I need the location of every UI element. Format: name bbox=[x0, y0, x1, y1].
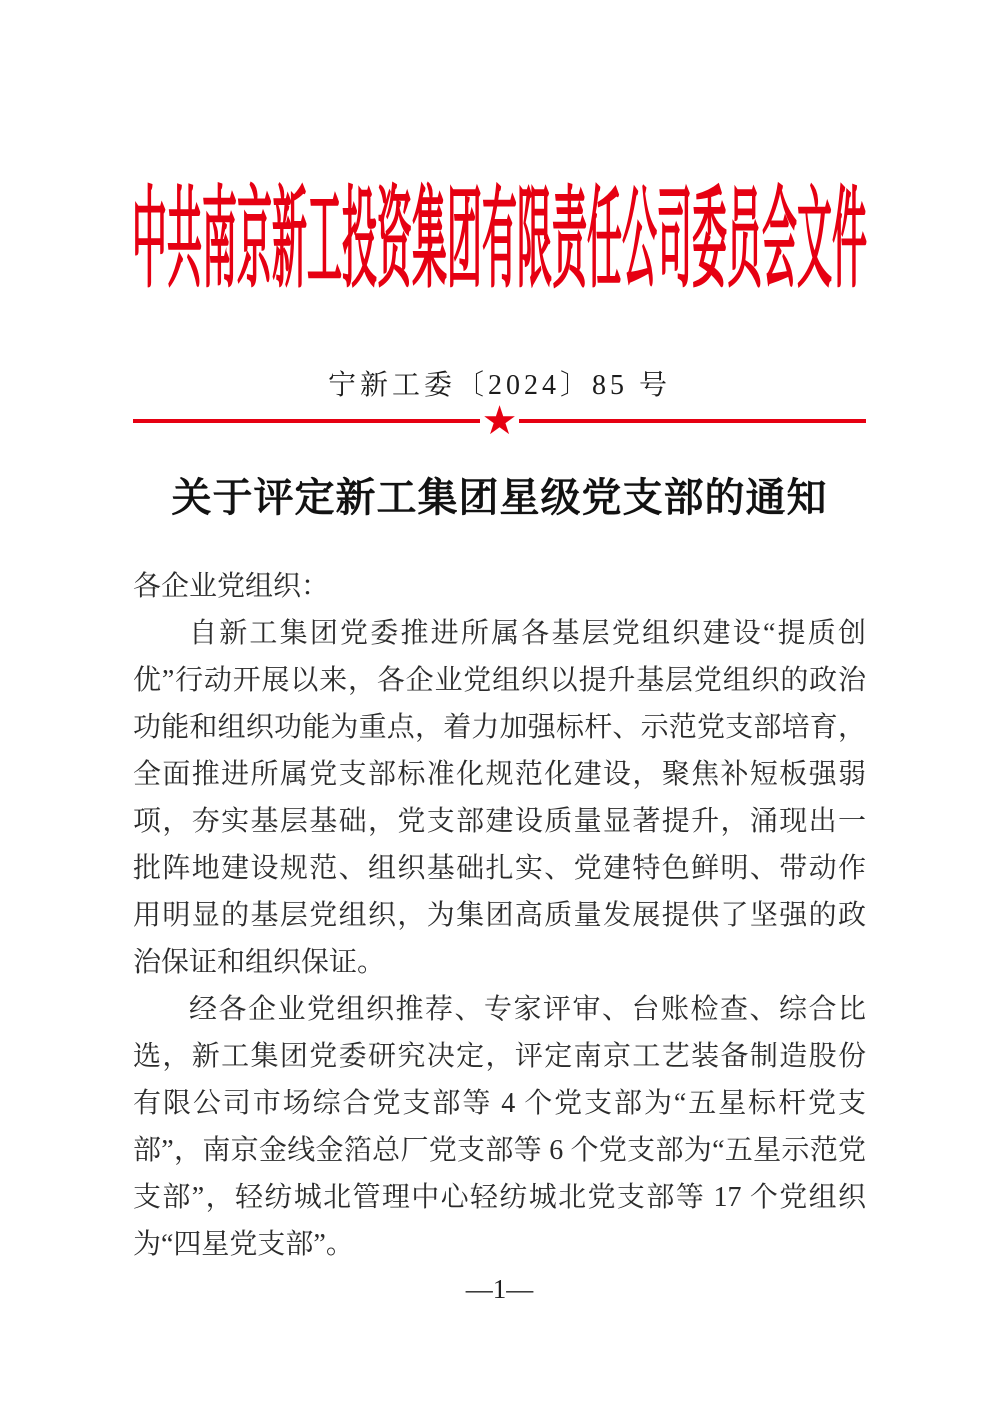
page-number: —1— bbox=[465, 1274, 534, 1304]
red-divider bbox=[133, 398, 866, 444]
divider-line-left bbox=[133, 419, 480, 423]
red-header-banner bbox=[0, 165, 999, 300]
body-line: 批阵地建设规范、组织基础扎实、党建特色鲜明、带动作 bbox=[133, 853, 866, 884]
body-line: 支部”，轻纺城北管理中心轻纺城北党支部等 17 个党组织 bbox=[133, 1182, 866, 1213]
red-star-icon: ★ bbox=[481, 398, 518, 444]
body-line-salutation: 各企业党组织： bbox=[133, 571, 330, 602]
body-line: 项，夯实基层基础，党支部建设质量显著提升，涌现出一 bbox=[133, 806, 866, 837]
body-line: 经各企业党组织推荐、专家评审、台账检查、综合比 bbox=[189, 994, 866, 1025]
body-line: 为“四星党支部”。 bbox=[133, 1229, 354, 1260]
body-line: 优”行动开展以来，各企业党组织以提升基层党组织的政治 bbox=[133, 665, 866, 696]
body-line: 有限公司市场综合党支部等 4 个党支部为“五星标杆党支 bbox=[133, 1088, 866, 1119]
body-text bbox=[133, 563, 866, 1268]
notice-title: 关于评定新工集团星级党支部的通知 bbox=[171, 475, 828, 520]
body-line: 全面推进所属党支部标准化规范化建设，聚焦补短板强弱 bbox=[133, 759, 866, 790]
divider-line-right bbox=[519, 419, 866, 423]
body-line: 功能和组织功能为重点，着力加强标杆、示范党支部培育， bbox=[133, 712, 866, 743]
body-line: 自新工集团党委推进所属各基层党组织建设“提质创 bbox=[189, 618, 866, 649]
body-line: 部”，南京金线金箔总厂党支部等 6 个党支部为“五星示范党 bbox=[133, 1135, 866, 1166]
body-line: 治保证和组织保证。 bbox=[133, 947, 386, 978]
document-number: 宁新工委〔2024〕85 号 bbox=[327, 370, 671, 401]
org-name-text: 中共南京新工投资集团有限责任公司委员会文件 bbox=[131, 178, 867, 302]
body-line: 选，新工集团党委研究决定，评定南京工艺装备制造股份 bbox=[133, 1041, 866, 1072]
body-line: 用明显的基层党组织，为集团高质量发展提供了坚强的政 bbox=[133, 900, 866, 931]
